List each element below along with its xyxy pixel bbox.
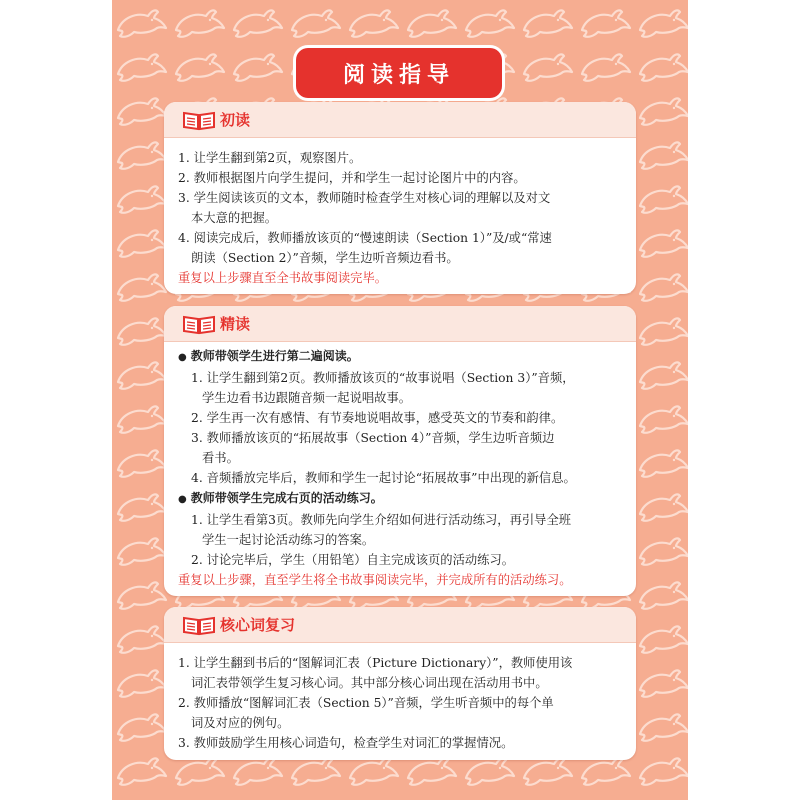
step-line: 2. 学生再一次有感情、有节奏地说唱故事，感受英文的节奏和韵律。 [191, 411, 564, 425]
step-line: 学生边看书边跟随音频一起说唱故事。 [202, 391, 412, 405]
step-line: 1. 让学生翻到第2页，观察图片。 [178, 151, 362, 165]
step-line: 1. 让学生翻到书后的“图解词汇表（Picture Dictionary）”，教师使用该 [178, 656, 573, 670]
bullet-dot-icon: ● [178, 352, 187, 363]
step-line: 4. 阅读完成后，教师播放该页的“慢速朗读（Section 1）”及/或“常速 [178, 231, 552, 245]
section-header [164, 607, 636, 643]
step-line: 2. 讨论完毕后，学生（用铅笔）自主完成该页的活动练习。 [191, 553, 515, 567]
bullet-heading: ● 教师带领学生进行第二遍阅读。 [178, 349, 359, 363]
section-card-core-vocab-review [164, 607, 636, 760]
open-book-icon [182, 614, 216, 636]
step-line: 看书。 [202, 451, 239, 465]
step-line: 1. 让学生翻到第2页。教师播放该页的“故事说唱（Section 3）”音频， [191, 371, 575, 385]
section-title: 核心词复习 [220, 616, 296, 634]
section-title: 精读 [220, 315, 251, 333]
step-line: 2. 教师播放“图解词汇表（Section 5）”音频，学生听音频中的每个单 [178, 696, 554, 710]
section-card-first-reading [164, 102, 636, 294]
step-line: 本大意的把握。 [191, 211, 278, 225]
step-line: 2. 教师根据图片向学生提问，并和学生一起讨论图片中的内容。 [178, 171, 526, 185]
bullet-heading: ● 教师带领学生完成右页的活动练习。 [178, 491, 383, 505]
section-title: 初读 [220, 111, 251, 129]
section-header [164, 102, 636, 138]
step-line: 3. 学生阅读该页的文本，教师随时检查学生对核心词的理解以及对文 [178, 191, 551, 205]
section-header [164, 306, 636, 342]
open-book-icon [182, 313, 216, 335]
step-line: 词汇表带领学生复习核心词。其中部分核心词出现在活动用书中。 [191, 676, 548, 690]
bullet-dot-icon: ● [178, 494, 187, 505]
step-line: 4. 音频播放完毕后，教师和学生一起讨论“拓展故事”中出现的新信息。 [191, 471, 576, 485]
section-card-close-reading [164, 306, 636, 596]
step-line: 学生一起讨论活动练习的答案。 [202, 533, 375, 547]
repeat-note: 重复以上步骤直至全书故事阅读完毕。 [178, 271, 388, 285]
page-title: 阅读指导 [296, 48, 502, 98]
step-line: 1. 让学生看第3页。教师先向学生介绍如何进行活动练习，再引导全班 [191, 513, 572, 527]
step-line: 词及对应的例句。 [191, 716, 290, 730]
repeat-note: 重复以上步骤，直至学生将全书故事阅读完毕，并完成所有的活动练习。 [178, 573, 572, 587]
step-line: 3. 教师鼓励学生用核心词造句，检查学生对词汇的掌握情况。 [178, 736, 514, 750]
step-line: 朗读（Section 2）”音频，学生边听音频边看书。 [191, 251, 459, 265]
open-book-icon [182, 109, 216, 131]
step-line: 3. 教师播放该页的“拓展故事（Section 4）”音频，学生边听音频边 [191, 431, 555, 445]
